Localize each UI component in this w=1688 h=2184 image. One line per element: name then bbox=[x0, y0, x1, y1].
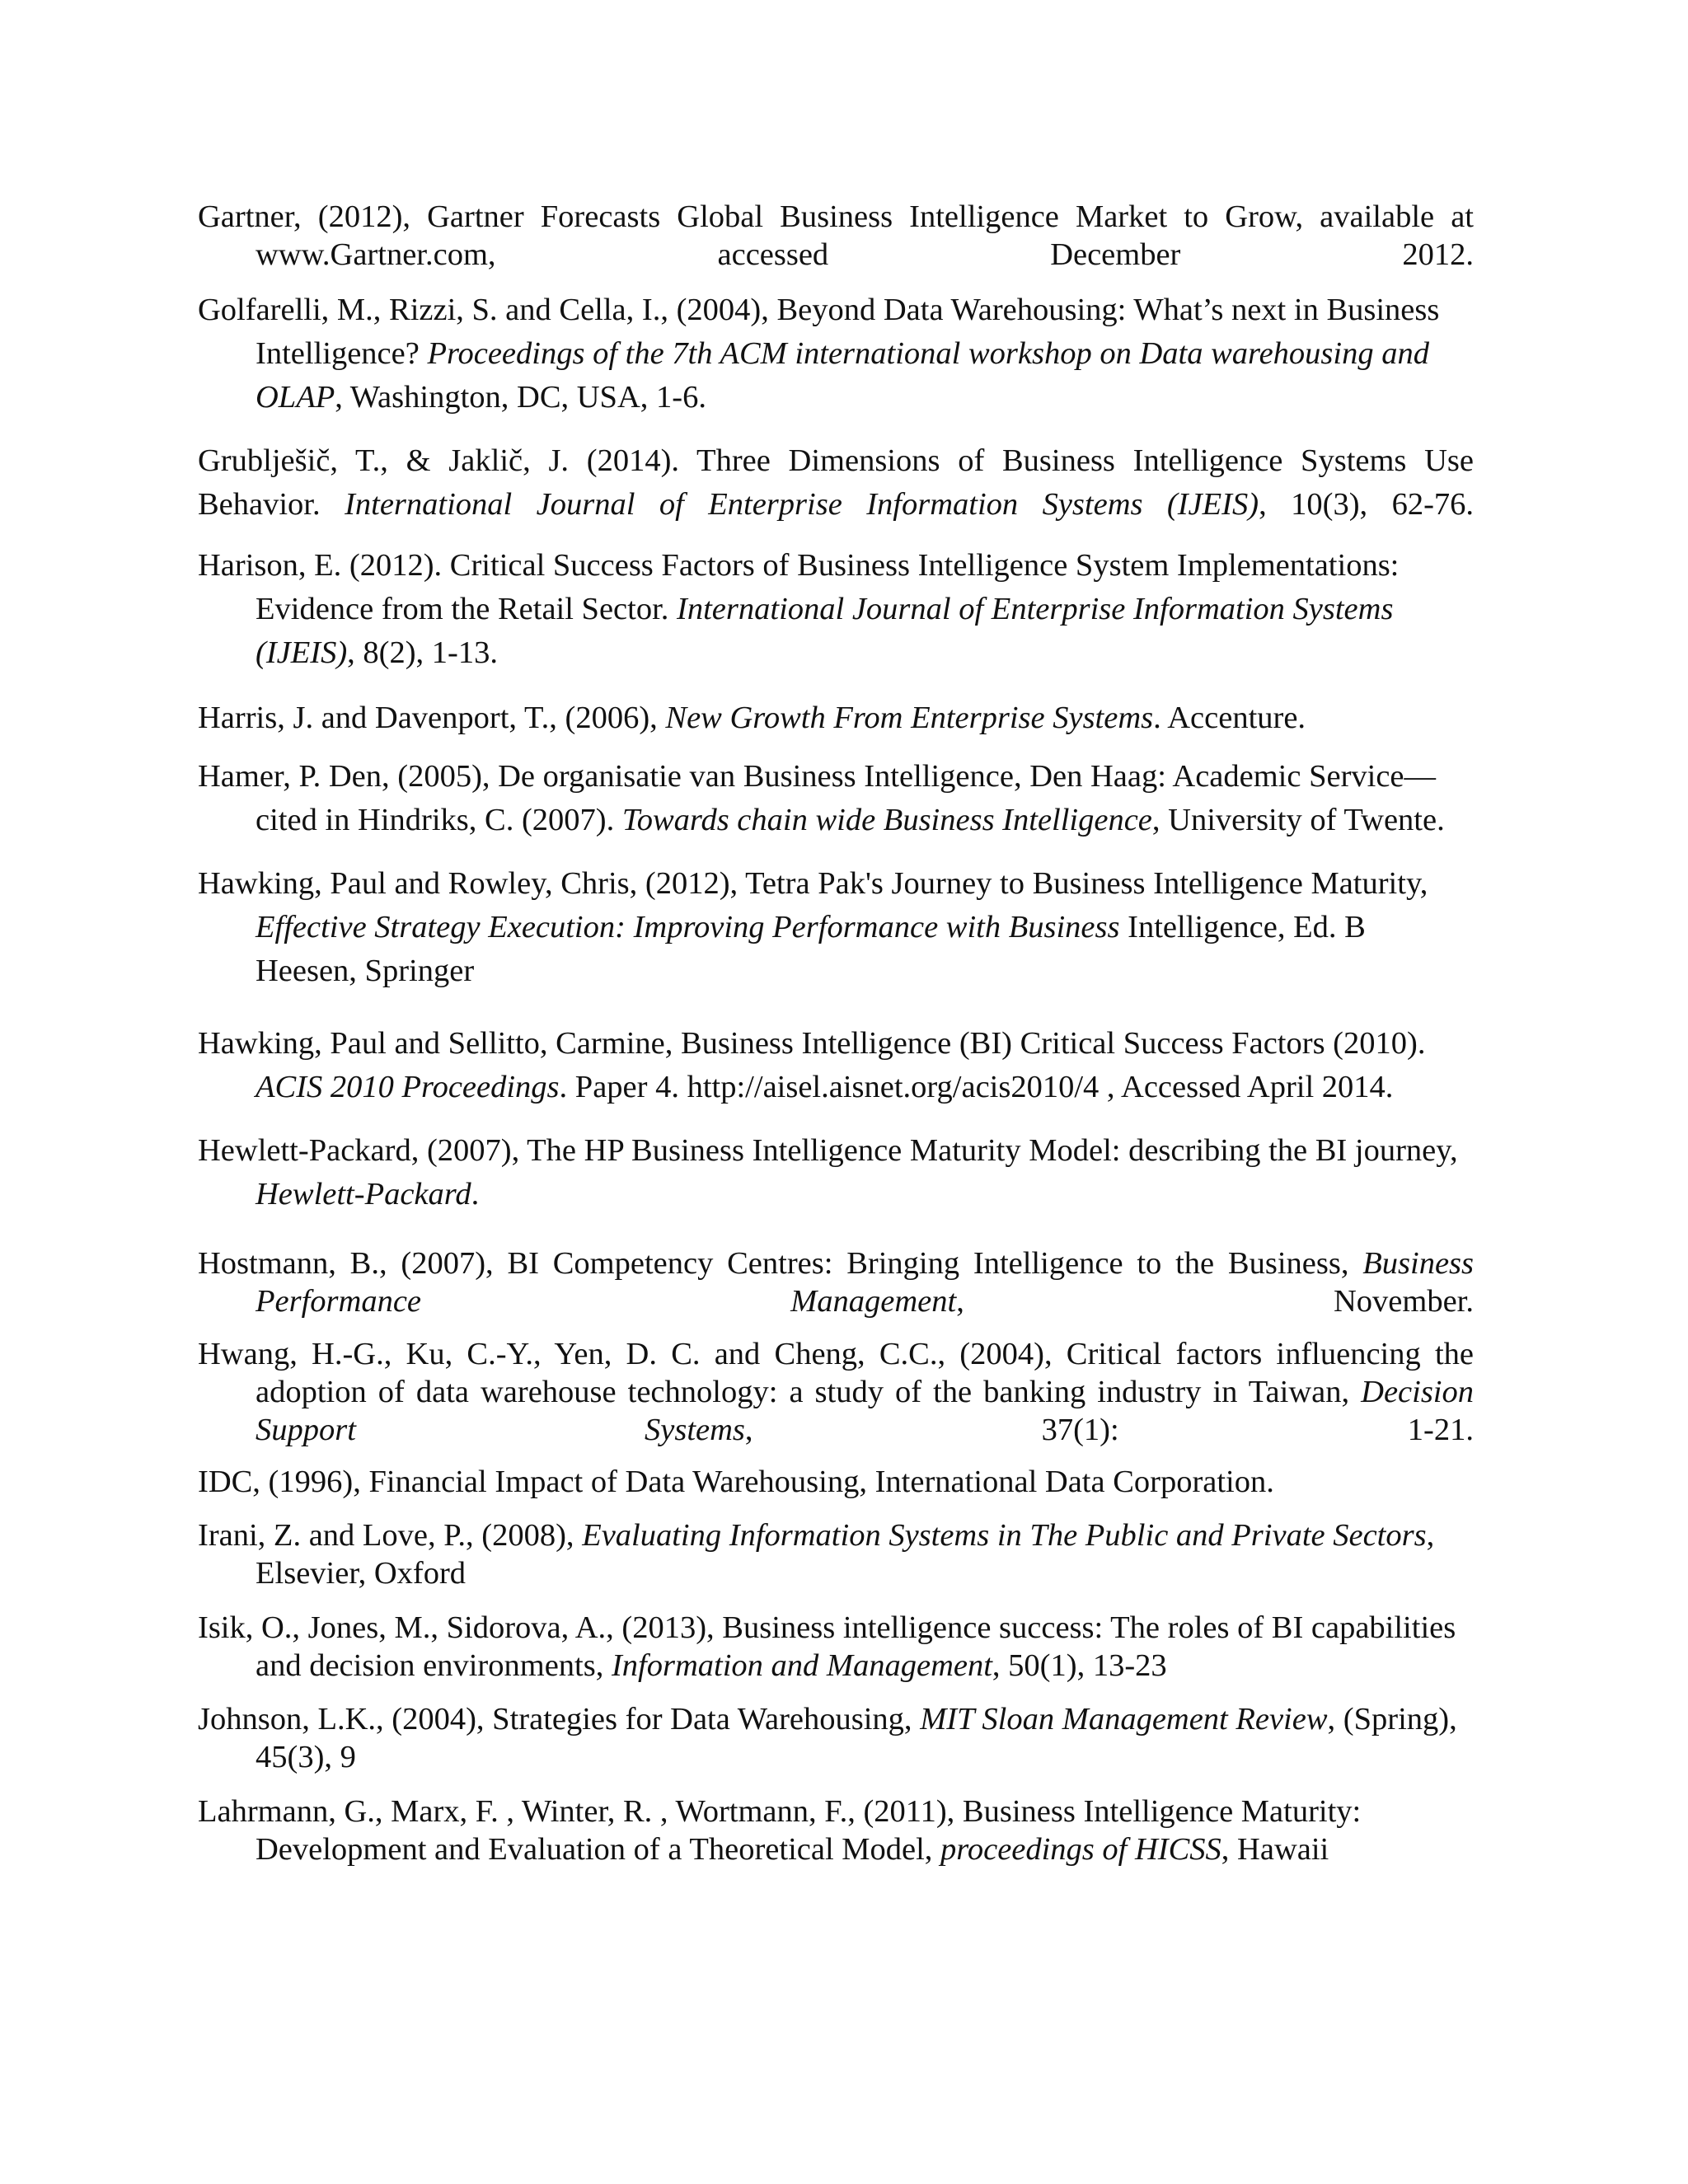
reference-text: , Washington, DC, USA, 1-6. bbox=[335, 380, 706, 415]
reference-text: , 37(1): 1-21. bbox=[744, 1413, 1474, 1447]
reference-text: , University of Twente. bbox=[1151, 803, 1445, 837]
reference-text: IDC, (1996), Financial Impact of Data Warehousing, International Data Corporation. bbox=[198, 1465, 1274, 1499]
reference-text: Hostmann, B., (2007), BI Competency Centres: Bringing Intelligence to the Business, bbox=[198, 1246, 1363, 1281]
reference-italic-text: Business Performance Management bbox=[256, 1246, 1474, 1319]
reference-text: Grublješič, T., & Jaklič, J. (2014). Three Dimensions of Business Intelligence Systems Use Behavior. bbox=[198, 443, 1474, 522]
reference-italic-text: Towards chain wide Business Intelligence bbox=[621, 803, 1152, 837]
reference-text: , 50(1), 13-23 bbox=[992, 1648, 1167, 1683]
reference-entry bbox=[198, 288, 1474, 419]
reference-italic-text: Decision Support Systems bbox=[256, 1375, 1474, 1447]
reference-text: . Paper 4. http://aisel.aisnet.org/acis2010/4 , Accessed April 2014. bbox=[559, 1070, 1394, 1104]
reference-entry bbox=[198, 1516, 1474, 1592]
reference-text: , Hawaii bbox=[1221, 1832, 1329, 1867]
reference-entry bbox=[198, 1463, 1474, 1501]
reference-italic-text: Effective Strategy Execution: Improving Performance with Business bbox=[256, 910, 1120, 944]
reference-text: Hewlett-Packard, (2007), The HP Business Intelligence Maturity Model: describing the BI journey, bbox=[198, 1133, 1458, 1168]
reference-italic-text: MIT Sloan Management Review bbox=[920, 1702, 1328, 1736]
reference-entry bbox=[198, 1129, 1474, 1216]
reference-text: Hawking, Paul and Sellitto, Carmine, Business Intelligence (BI) Critical Success Factors (2010). bbox=[198, 1026, 1426, 1061]
reference-text: Lahrmann, G., Marx, F. , Winter, R. , Wortmann, F., (2011), Business Intelligence Maturity: Development and Evaluation of a Theoretical Model, bbox=[198, 1794, 1362, 1867]
reference-text: Hawking, Paul and Rowley, Chris, (2012), Tetra Pak's Journey to Business Intelligence Maturity, bbox=[198, 866, 1428, 901]
reference-text: , 8(2), 1-13. bbox=[347, 635, 498, 670]
reference-text: Intelligence, Ed. B Heesen, Springer bbox=[256, 910, 1366, 988]
reference-entry bbox=[198, 1609, 1474, 1685]
reference-italic-text: International Journal of Enterprise Information Systems (IJEIS) bbox=[256, 592, 1394, 670]
reference-entry bbox=[198, 544, 1474, 675]
reference-italic-text: New Growth From Enterprise Systems bbox=[665, 701, 1154, 735]
reference-italic-text: Proceedings of the 7th ACM international workshop on Data warehousing and OLAP bbox=[256, 336, 1429, 415]
reference-text: Johnson, L.K., (2004), Strategies for Data Warehousing, bbox=[198, 1702, 921, 1736]
reference-italic-text: proceedings of HICSS bbox=[940, 1832, 1221, 1867]
reference-italic-text: ACIS 2010 Proceedings bbox=[256, 1070, 560, 1104]
reference-text: , Elsevier, Oxford bbox=[256, 1518, 1435, 1591]
reference-text: Gartner, (2012), Gartner Forecasts Global Business Intelligence Market to Grow, available at www.Gartner.com, accessed December 2012. bbox=[198, 199, 1474, 272]
reference-text: . bbox=[471, 1177, 480, 1212]
reference-italic-text: Information and Management bbox=[611, 1648, 992, 1683]
reference-entry bbox=[198, 1022, 1474, 1109]
reference-entry bbox=[198, 699, 1474, 737]
reference-text: Golfarelli, M., Rizzi, S. and Cella, I., (2004), Beyond Data Warehousing: What’s next in Business Intelligence? bbox=[198, 293, 1440, 371]
reference-text: Isik, O., Jones, M., Sidorova, A., (2013), Business intelligence success: The roles of BI capabilities and decision environments, bbox=[198, 1610, 1456, 1683]
reference-text: Hwang, H.-G., Ku, C.-Y., Yen, D. C. and Cheng, C.C., (2004), Critical factors influencing the adoption of data warehouse technology: a study of the banking industry in Taiwan, bbox=[198, 1337, 1474, 1409]
reference-entry bbox=[198, 755, 1474, 842]
reference-text: . Accenture. bbox=[1153, 701, 1306, 735]
reference-text: , (Spring), 45(3), 9 bbox=[256, 1702, 1457, 1774]
reference-entry bbox=[198, 1700, 1474, 1776]
reference-entry bbox=[198, 862, 1474, 993]
reference-text: Harris, J. and Davenport, T., (2006), bbox=[198, 701, 666, 735]
reference-text: Irani, Z. and Love, P., (2008), bbox=[198, 1518, 583, 1553]
reference-text: , November. bbox=[956, 1284, 1474, 1319]
reference-text: Hamer, P. Den, (2005), De organisatie van Business Intelligence, Den Haag: Academic Service— cited in Hindriks, C. (2007). bbox=[198, 759, 1437, 837]
reference-text: , 10(3), 62-76. bbox=[1259, 487, 1475, 522]
reference-italic-text: Evaluating Information Systems in The Public and Private Sectors bbox=[582, 1518, 1427, 1553]
reference-italic-text: Hewlett-Packard bbox=[256, 1177, 471, 1212]
reference-text: Harison, E. (2012). Critical Success Factors of Business Intelligence System Implementations: Evidence from the Retail Sector. bbox=[198, 548, 1400, 626]
reference-entry bbox=[198, 1793, 1474, 1868]
reference-italic-text: International Journal of Enterprise Information Systems (IJEIS) bbox=[345, 487, 1259, 522]
